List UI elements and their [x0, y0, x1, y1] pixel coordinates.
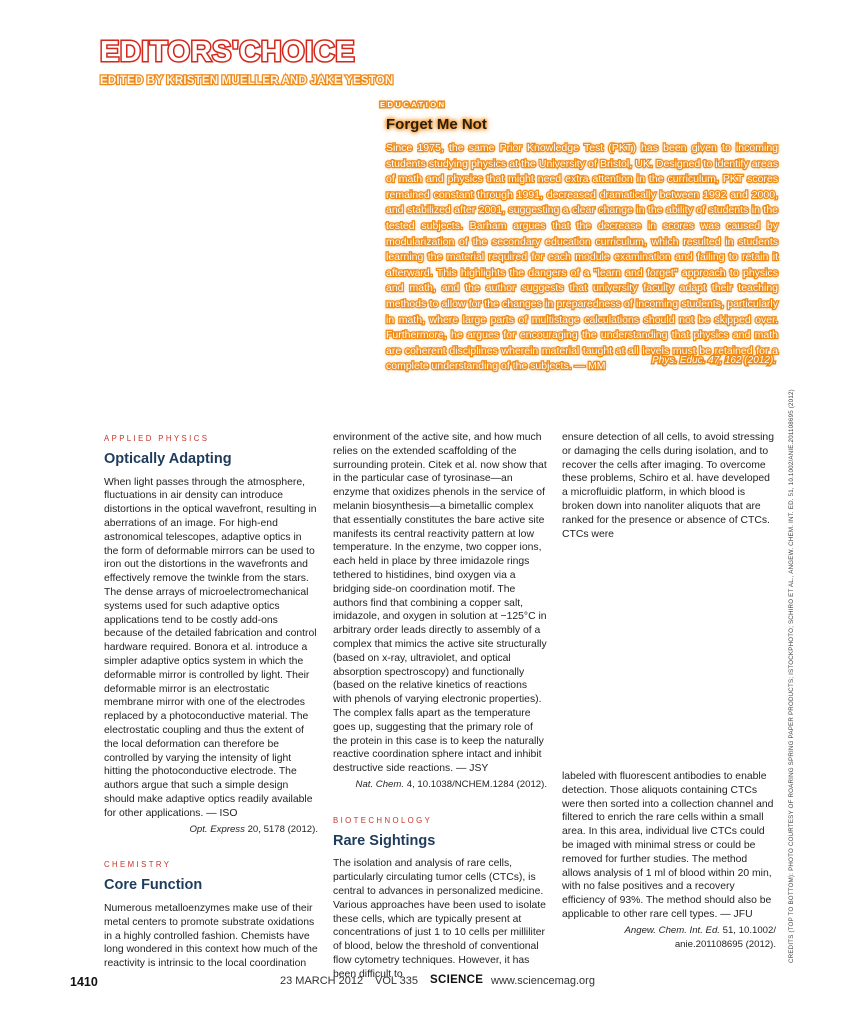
citation-details: 20, 5178 (2012).	[247, 823, 318, 835]
article-body-continued: labeled with fluorescent antibodies to enable detection. Those aliquots containing CTCs were then sorted into a collection channel and filtered to enrich the rare cells within a small area. In this area, individual live CTCs could be imaged with minimal stress or could be removed for further studies. The method allows analysis of 1 ml of blood within 20 min, with no false positives and a recovery efficiency of 93%. The method should also be applicable to other rare cell types. — JFU	[562, 771, 774, 920]
issue-volume: VOL 335	[375, 975, 419, 987]
issue-date: 23 MARCH 2012	[280, 975, 364, 987]
section-label: CHEMISTRY	[104, 860, 172, 870]
section-label: APPLIED PHYSICS	[104, 434, 210, 443]
journal-url: www.sciencemag.org	[491, 975, 595, 987]
article-body-continued: ensure detection of all cells, to avoid stressing or damaging the cells during isolation, and to recover the cells after imaging. To overcome these problems, Schiro et al. have developed a microfluidic platform, in which blood is broken down into nanoliter aliquots that are ranked for the presence or absence of CTCs. CTCs were	[562, 432, 774, 540]
citation-journal: Angew. Chem. Int. Ed.	[624, 924, 720, 936]
citation-journal: Nat. Chem.	[355, 778, 405, 790]
photo-credits: CREDITS (TOP TO BOTTOM): PHOTO COURTESY OF ROARING SPRING PAPER PRODUCTS; ISTOCKPHOTO; SCHIRO ET AL., ANGEW. CHEM. INT. ED. 51, 10.1002/ANIE.201108695 (2012)	[788, 389, 795, 963]
article-title: Core Function	[104, 877, 203, 894]
citation-details: 4, 10.1038/NCHEM.1284 (2012).	[406, 778, 547, 790]
citation-details: 51, 10.1002/	[722, 924, 776, 936]
column-right-bottom	[562, 770, 776, 951]
column-middle	[333, 431, 547, 981]
article-body: Numerous metalloenzymes make use of their metal centers to promote substrate oxidations in a highly controlled fashion. Chemists have long wondered in this context how much of the reactivity is intrinsic to the local coordination	[104, 902, 318, 970]
feature-body: Since 1975, the same Prior Knowledge Test (PKT) has been given to incoming students studying physics at the University of Bristol, UK. Designed to identify areas of math and physics that might need extra attention in the curriculum, PKT scores remained constant through 1991, decreased dramatically between 1992 and 2000, and stabilized after 2001, suggesting a clear change in the ability of students in the tested subjects. Barham argues that the decrease in scores was caused by modularization of the secondary education curriculum, which resulted in students learning the material required for each module examination and failing to retain it afterward. This highlights the dangers of a "learn and forget" approach to physics and math, and the author suggests that university faculty adapt their teaching methods to allow for the changes in preparedness of incoming students, particularly in math, where large parts of multistage calculations should not be skipped over. Furthermore, he argues for encouraging the understanding that physics and math are coherent disciplines wherein material taught at all levels must be retained for a complete understanding of the subjects. — MM	[386, 142, 778, 373]
feature-citation: Phys. Educ. 47, 162 (2012).	[652, 355, 776, 366]
article-body-continued: environment of the active site, and how much relies on the extended scaffolding of the surrounding protein. Citek et al. now show that in the particular case of tyrosinase—an enzyme that oxidizes phenols in the service of melanin biosynthesis—a bimetallic complex that essentially constitutes the bare active site manifests its central reactivity pattern at low temperature. In the enzyme, two copper ions, each held in place by three imidazole rings tethered to histidines, bind oxygen via a bridging side-on coordination motif. The authors find that combining a copper salt, imidazole, and oxygen in solution at −125°C in arbitrary order leads directly to assembly of a complex that mimics the active site structurally (based on x-ray, ultraviolet, and optical absorption spectroscopy) and functionally (based on the relative kinetics of reactions with phenols of varying electronic properties). The complex falls apart as the temperature goes up, suggesting that the primary role of the protein in this case is to keep the naturally reactive coordination sphere intact and inhibit destructive side reactions. — JSY	[333, 432, 547, 775]
editors-choice-title: EDITORS'CHOICE	[100, 36, 356, 68]
article-body: The isolation and analysis of rare cells, particularly circulating tumor cells (CTCs), is central to advances in personalized medicine. Various approaches have been used to isolate these cells, which are typically present at concentrations of just 1 to 10 cells per milliliter of blood, below the threshold of conventional flow cytometry techniques. However, it has been difficult to	[333, 858, 546, 980]
citation-journal: Opt. Express	[189, 823, 245, 835]
article-body: When light passes through the atmosphere, fluctuations in air density can introduce distortions in the optical wavefront, resulting in aberrations of an image. For high-end astronomical telescopes, adaptive optics in the form of deformable mirrors can be used to iron out the distortions in the wavefronts and effectively remove the twinkle from the stars. The dense arrays of microelectromechanical systems used for such adaptive optics applications tend to be costly add-ons because of the detailed fabrication and control hardware required. Bonora et al. introduce a simpler adaptive optics system in which the deformable mirror is controlled by light. Their deformable mirror is an electrostatic membrane mirror with one of the electrodes replaced by a photoconductive material. The electrostatic coupling and thus the extent of the local deformation can therefore be controlled by varying the intensity of light hitting the photoconductive electrode. The authors argue that such a simple design should make adaptive optics readily available for other applications. — ISO	[104, 476, 317, 819]
feature-section-label: EDUCATION	[380, 100, 447, 109]
article-citation	[104, 823, 318, 837]
section-label: BIOTECHNOLOGY	[333, 815, 433, 825]
page-number: 1410	[70, 975, 98, 989]
feature-title: Forget Me Not	[386, 116, 487, 133]
journal-name: SCIENCE	[430, 974, 484, 986]
article-title: Optically Adapting	[104, 450, 232, 467]
editors-byline: EDITED BY KRISTEN MUELLER AND JAKE YESTON	[100, 75, 394, 87]
article-citation	[333, 778, 547, 792]
column-left	[104, 432, 318, 971]
article-citation	[562, 924, 776, 952]
column-right-top	[562, 431, 776, 541]
article-title: Rare Sightings	[333, 832, 436, 849]
citation-details-line2: anie.201108695 (2012).	[674, 938, 776, 950]
